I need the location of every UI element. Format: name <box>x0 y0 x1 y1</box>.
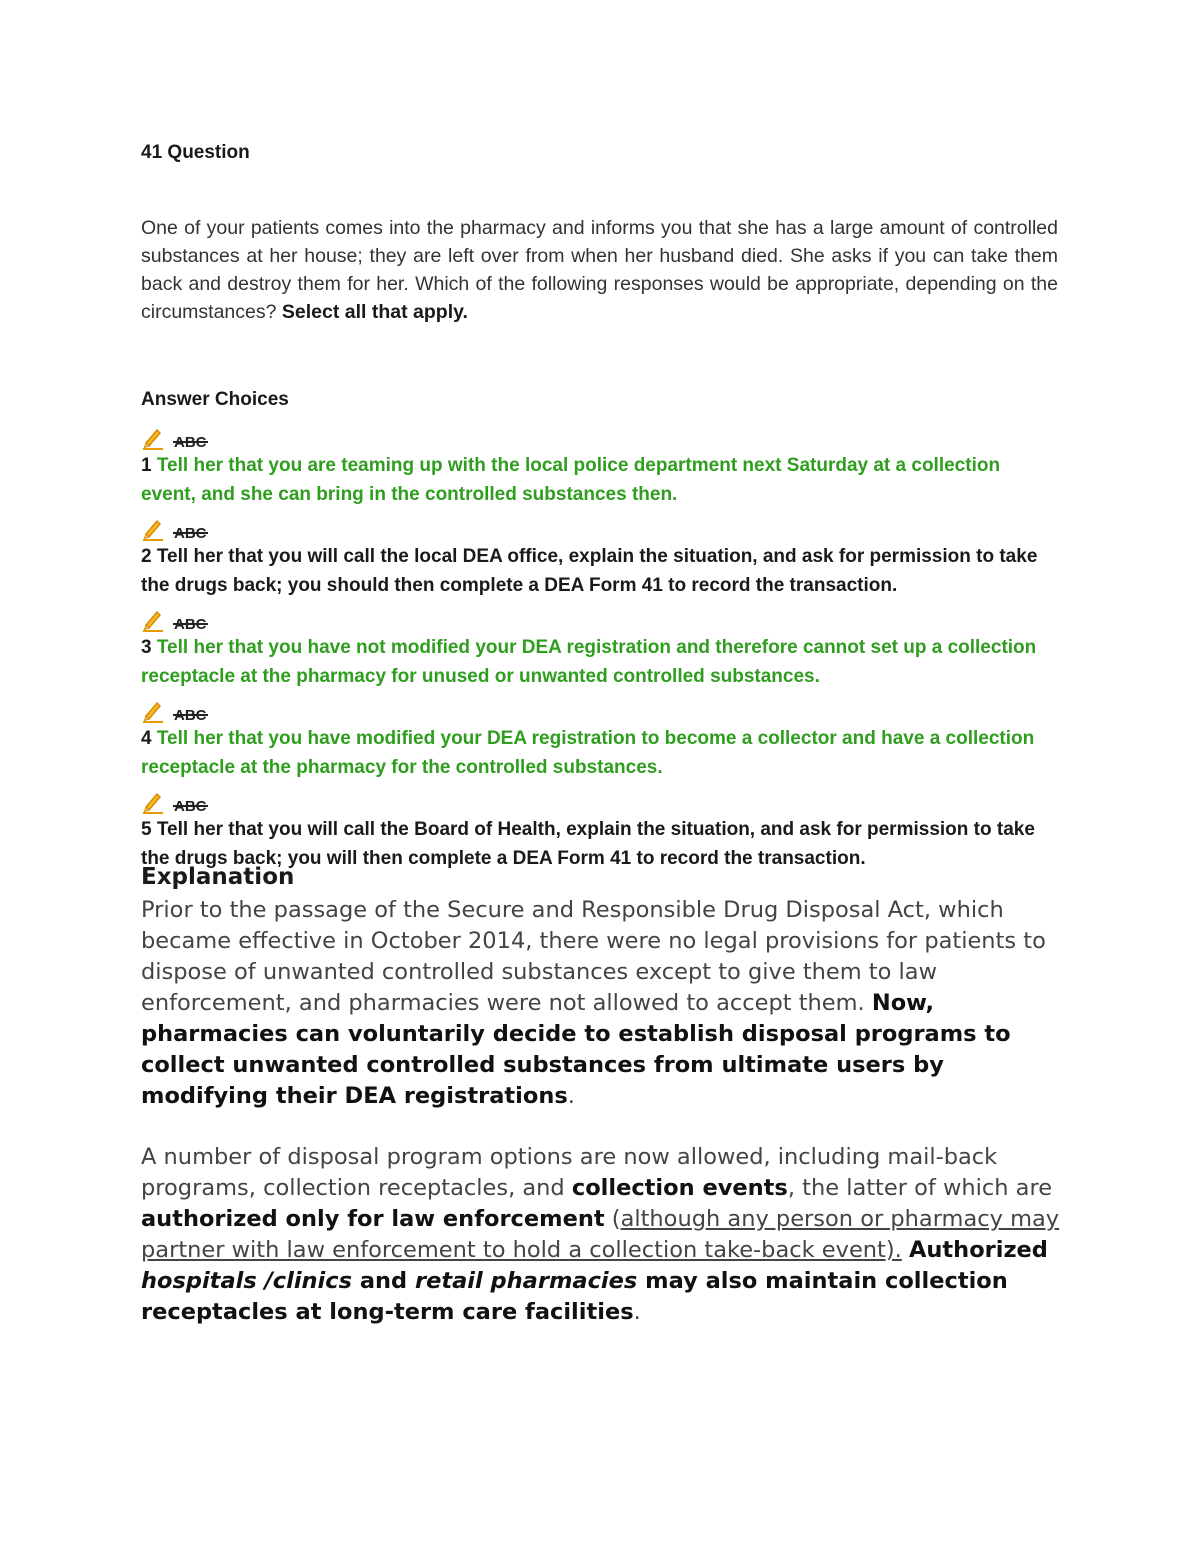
choice-tools <box>141 509 1058 543</box>
explanation-bold-text: and <box>352 1268 415 1294</box>
abc-strikethrough-icon[interactable] <box>173 797 209 813</box>
choice-label: Tell her that you will call the Board of Health, explain the situation, and ask for permission to take the drugs back; you will then complete a DEA Form 41 to record the transaction. <box>141 819 1035 869</box>
question-body <box>141 214 1058 326</box>
pencil-icon[interactable] <box>141 517 165 541</box>
explanation-text: , the latter of which are <box>787 1175 1053 1201</box>
explanation-paragraph-1 <box>141 895 1071 1112</box>
explanation-bold-text: authorized only for law enforcement <box>141 1206 605 1232</box>
question-title: 41 Question <box>141 142 250 163</box>
choice-text[interactable] <box>141 634 1058 691</box>
explanation-text: Prior to the passage of the Secure and Responsible Drug Disposal Act, which became effective in October 2014, there were no legal provisions for patients to dispose of unwanted controlled substances except to give them to law enforcement, and pharmacies were not allowed to accept them. <box>141 897 1046 1016</box>
svg-text:ABC: ABC <box>174 525 207 540</box>
answer-choice <box>141 691 1058 782</box>
explanation-bold-italic-text: retail pharmacies <box>415 1268 638 1294</box>
abc-strikethrough-icon[interactable] <box>173 615 209 631</box>
explanation-bold-text: collection events <box>571 1175 788 1201</box>
abc-strikethrough-icon[interactable] <box>173 524 209 540</box>
svg-text:ABC: ABC <box>174 434 207 449</box>
svg-text:ABC: ABC <box>174 707 207 722</box>
pencil-icon[interactable] <box>141 426 165 450</box>
choice-label: Tell her that you will call the local DEA office, explain the situation, and ask for permission to take the drugs back; you should then complete a DEA Form 41 to record the transaction. <box>141 546 1038 596</box>
answer-choice <box>141 418 1058 509</box>
question-instruction: Select all that apply. <box>281 301 468 323</box>
choice-number: 1 <box>141 455 152 476</box>
explanation-text: A number of disposal program options are now allowed, including mail-back programs, collection receptacles, and <box>141 1144 998 1201</box>
explanation-text: . <box>633 1299 641 1325</box>
answer-choice <box>141 782 1058 873</box>
choice-number: 4 <box>141 728 152 749</box>
choice-text[interactable] <box>141 725 1058 782</box>
choice-text[interactable] <box>141 543 1058 600</box>
choice-number: 5 <box>141 819 152 840</box>
explanation-bold-italic-text: hospitals /clinics <box>141 1268 353 1294</box>
choice-label: Tell her that you have modified your DEA registration to become a collector and have a collection receptacle at the pharmacy for the controlled substances. <box>141 728 1035 778</box>
pencil-icon[interactable] <box>141 790 165 814</box>
svg-text:ABC: ABC <box>174 798 207 813</box>
choice-text[interactable] <box>141 452 1058 509</box>
choice-label: Tell her that you have not modified your DEA registration and therefore cannot set up a collection receptacle at the pharmacy for unused or unwanted controlled substances. <box>141 637 1037 687</box>
svg-text:ABC: ABC <box>174 616 207 631</box>
explanation-bold-text: Now, pharmacies can voluntarily decide to establish disposal programs to collect unwanted controlled substances from ultimate users by modifying their DEA registrations <box>141 990 1011 1109</box>
explanation-underlined-text: although any person or pharmacy may partner with law enforcement to hold a collection take-back event). <box>141 1206 1060 1263</box>
choice-tools <box>141 600 1058 634</box>
pencil-icon[interactable] <box>141 608 165 632</box>
answer-choice <box>141 509 1058 600</box>
abc-strikethrough-icon[interactable] <box>173 706 209 722</box>
answer-choices-heading: Answer Choices <box>141 389 289 410</box>
explanation-text: ( <box>604 1206 621 1232</box>
answer-choices-list <box>141 418 1058 873</box>
choice-label: Tell her that you are teaming up with the local police department next Saturday at a collection event, and she can bring in the controlled substances then. <box>141 455 1001 505</box>
explanation-bold-text: Authorized <box>908 1237 1048 1263</box>
explanation-heading: Explanation <box>141 864 295 890</box>
answer-choice <box>141 600 1058 691</box>
choice-number: 2 <box>141 546 152 567</box>
choice-tools <box>141 691 1058 725</box>
explanation-bold-text: may also maintain collection receptacles at long-term care facilities <box>141 1268 1008 1325</box>
explanation-paragraph-2 <box>141 1142 1071 1328</box>
choice-tools <box>141 418 1058 452</box>
question-text: One of your patients comes into the pharmacy and informs you that she has a large amount of controlled substances at her house; they are left over from when her husband died. She asks if you can take them back and destroy them for her. Which of the following responses would be appropriate, depending on the circumstances? <box>141 217 1058 323</box>
choice-tools <box>141 782 1058 816</box>
choice-number: 3 <box>141 637 152 658</box>
explanation-text: . <box>567 1083 575 1109</box>
abc-strikethrough-icon[interactable] <box>173 433 209 449</box>
pencil-icon[interactable] <box>141 699 165 723</box>
